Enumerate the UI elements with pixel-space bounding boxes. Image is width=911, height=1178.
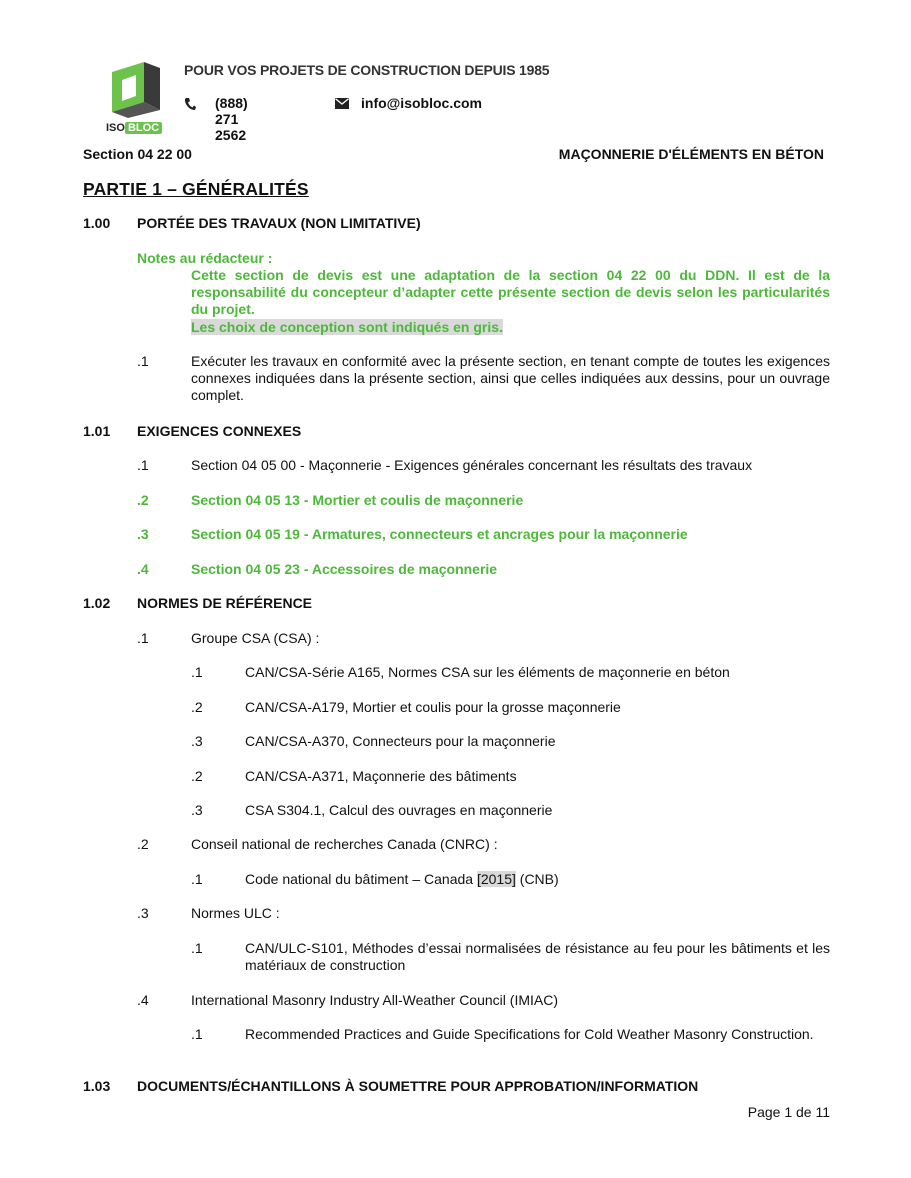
standard-reference: CAN/CSA-A179, Mortier et coulis pour la grosse maçonnerie (245, 699, 621, 715)
sub-item-number: .1 (191, 1026, 203, 1042)
standard-reference: CAN/ULC-S101, Méthodes d’essai normalisées de résistance au feu pour les bâtiments et les matériaux de construction (245, 940, 830, 973)
clause-title-1-03: DOCUMENTS/ÉCHANTILLONS À SOUMETTRE POUR APPROBATION/INFORMATION (137, 1078, 699, 1094)
standard-reference: CAN/CSA-A370, Connecteurs pour la maçonnerie (245, 733, 556, 749)
company-tagline: POUR VOS PROJETS DE CONSTRUCTION DEPUIS 1985 (184, 62, 550, 78)
sub-item-number: .2 (191, 768, 203, 784)
logo-iso-text: ISO (106, 122, 125, 134)
clause-title-1-01: EXIGENCES CONNEXES (137, 423, 302, 439)
standards-group: Normes ULC : (191, 905, 280, 921)
section-number: Section 04 22 00 (83, 146, 192, 162)
related-requirement: Section 04 05 19 - Armatures, connecteurs et ancrages pour la maçonnerie (191, 526, 688, 542)
sub-item-number: .1 (191, 871, 203, 887)
code-title: Code national du bâtiment – Canada (245, 871, 477, 887)
standard-reference: CSA S304.1, Calcul des ouvrages en maçonnerie (245, 802, 553, 818)
related-requirement: Section 04 05 23 - Accessoires de maçonnerie (191, 561, 498, 577)
item-text: Exécuter les travaux en conformité avec la présente section, en tenant compte de toutes les exigences connexes indiquées dans la présente section, ainsi que celles indiquées aux dessins, pour un ouvrage complet. (191, 353, 830, 403)
email-link[interactable]: info@isobloc.com (361, 95, 482, 111)
clause-number-1-02: 1.02 (83, 595, 111, 611)
clause-title-1-00: PORTÉE DES TRAVAUX (NON LIMITATIVE) (137, 215, 421, 231)
item-number: .4 (137, 992, 149, 1008)
clause-title-1-02: NORMES DE RÉFÉRENCE (137, 595, 313, 611)
standard-reference: Recommended Practices and Guide Specifications for Cold Weather Masonry Construction. (245, 1026, 814, 1042)
editor-notes-text: Cette section de devis est une adaptation de la section 04 22 00 du DDN. Il est de la responsabilité du concepteur d’adapter cette présente section de devis selon les particularités du projet. (191, 267, 830, 317)
mail-icon (335, 98, 349, 109)
item-number: .3 (137, 526, 149, 542)
standard-reference (245, 871, 559, 888)
part-heading: PARTIE 1 – GÉNÉRALITÉS (83, 179, 309, 199)
phone-number[interactable]: (888) 271 2562 (215, 95, 248, 143)
standards-group: Groupe CSA (CSA) : (191, 630, 320, 646)
standards-group: International Masonry Industry All-Weather Council (IMIAC) (191, 992, 558, 1008)
item-number: .1 (137, 630, 149, 646)
standards-group: Conseil national de recherches Canada (CNRC) : (191, 836, 498, 852)
sub-item-number: .1 (191, 664, 203, 680)
phone-icon (184, 97, 196, 111)
related-requirement: Section 04 05 13 - Mortier et coulis de maçonnerie (191, 492, 524, 508)
clause-number-1-01: 1.01 (83, 423, 111, 439)
section-title: MAÇONNERIE D'ÉLÉMENTS EN BÉTON (558, 146, 824, 162)
item-number: .1 (137, 353, 149, 369)
editor-notes-label: Notes au rédacteur : (137, 250, 273, 266)
standard-reference: CAN/CSA-Série A165, Normes CSA sur les éléments de maçonnerie en béton (245, 664, 730, 680)
related-requirement: Section 04 05 00 - Maçonnerie - Exigences générales concernant les résultats des travaux (191, 457, 753, 473)
item-number: .2 (137, 492, 149, 508)
item-number: .1 (137, 457, 149, 473)
code-abbreviation: (CNB) (515, 871, 559, 887)
logo-bloc-text: BLOC (125, 122, 162, 134)
clause-number-1-03: 1.03 (83, 1078, 111, 1094)
sub-item-number: .1 (191, 940, 203, 956)
item-number: .3 (137, 905, 149, 921)
logo-wordmark (106, 122, 162, 134)
item-number: .4 (137, 561, 149, 577)
isobloc-logo-mark (104, 60, 166, 120)
page-number: Page 1 de 11 (747, 1104, 830, 1120)
code-year-choice: [2015] (476, 871, 516, 887)
sub-item-number: .3 (191, 802, 203, 818)
design-choice-note: Les choix de conception sont indiqués en gris. (191, 319, 503, 335)
company-logo (104, 60, 166, 136)
clause-number-1-00: 1.00 (83, 215, 111, 231)
sub-item-number: .3 (191, 733, 203, 749)
sub-item-number: .2 (191, 699, 203, 715)
editor-notes-grey (191, 319, 503, 336)
item-number: .2 (137, 836, 149, 852)
standard-reference: CAN/CSA-A371, Maçonnerie des bâtiments (245, 768, 517, 784)
